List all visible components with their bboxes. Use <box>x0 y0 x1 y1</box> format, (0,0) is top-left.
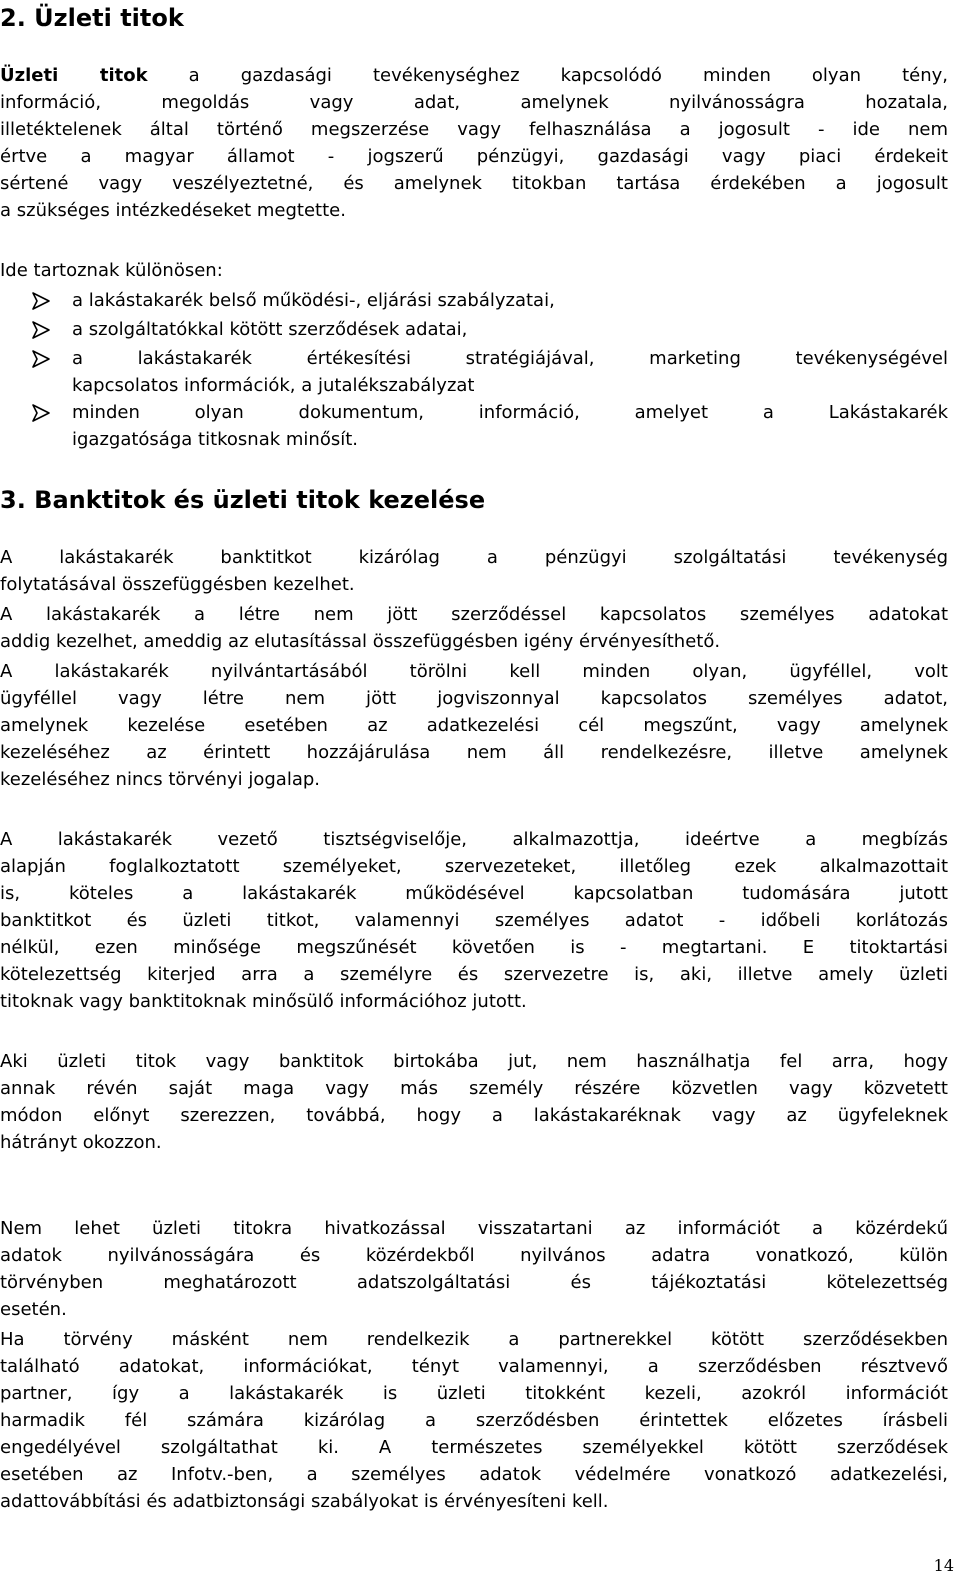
section-2-heading: 2. Üzleti titok <box>0 4 184 32</box>
arrow-bullet-icon <box>30 319 52 341</box>
text-line: kezeléséhez nincs törvényi jogalap. <box>0 769 321 790</box>
text-line: ügyféllel vagy létre nem jött jogviszonnyal kapcsolatos személyes adatot, <box>0 688 948 709</box>
text-line: található adatokat, információkat, tényt valamennyi, a szerződésben résztvevő <box>0 1356 948 1377</box>
list-item: a lakástakarék értékesítési stratégiájával, marketing tevékenységével <box>72 348 948 369</box>
text-line: A lakástakarék a létre nem jött szerződéssel kapcsolatos személyes adatokat <box>0 604 948 625</box>
text-line: a szükséges intézkedéseket megtette. <box>0 200 346 221</box>
section-3-heading: 3. Banktitok és üzleti titok kezelése <box>0 486 486 514</box>
arrow-bullet-icon <box>30 290 52 312</box>
text-line: is, köteles a lakástakarék működésével kapcsolatban tudomására jutott <box>0 883 948 904</box>
text-line: addig kezelhet, ameddig az elutasítással összefüggésben igény érvényesíthető. <box>0 631 721 652</box>
text-line: kötelezettség kiterjed arra a személyre és szervezetre is, aki, illetve amely üzleti <box>0 964 948 985</box>
text-line: esetén. <box>0 1299 67 1320</box>
list-item-continuation: kapcsolatos információk, a jutalékszabályzat <box>72 375 475 396</box>
text-line: adatok nyilvánosságára és közérdekből nyilvános adatra vonatkozó, külön <box>0 1245 948 1266</box>
arrow-bullet-icon <box>30 348 52 370</box>
text-line: törvényben meghatározott adatszolgáltatási és tájékoztatási kötelezettség <box>0 1272 948 1293</box>
text-line: banktitkot és üzleti titkot, valamennyi személyes adatot - időbeli korlátozás <box>0 910 948 931</box>
list-intro: Ide tartoznak különösen: <box>0 260 223 281</box>
text-line: Ha törvény másként nem rendelkezik a partnerekkel kötött szerződésekben <box>0 1329 948 1350</box>
text-line: alapján foglalkoztatott személyeket, szervezeteket, illetőleg ezek alkalmazottait <box>0 856 948 877</box>
text-line: partner, így a lakástakarék is üzleti titokként kezeli, azokról információt <box>0 1383 948 1404</box>
text-line: Üzleti titok a gazdasági tevékenységhez kapcsolódó minden olyan tény, <box>0 65 948 86</box>
text-line: illetéktelenek által történő megszerzése vagy felhasználása a jogosult - ide nem <box>0 119 948 140</box>
text-line: Nem lehet üzleti titokra hivatkozással visszatartani az információt a közérdekű <box>0 1218 948 1239</box>
text-line: titoknak vagy banktitoknak minősülő információhoz jutott. <box>0 991 527 1012</box>
text-line: értve a magyar államot - jogszerű pénzügyi, gazdasági vagy piaci érdekeit <box>0 146 948 167</box>
text-line: információ, megoldás vagy adat, amelynek nyilvánosságra hozatala, <box>0 92 948 113</box>
text-line: esetében az Infotv.-ben, a személyes adatok védelmére vonatkozó adatkezelési, <box>0 1464 948 1485</box>
list-item-continuation: igazgatósága titkosnak minősít. <box>72 429 359 450</box>
text-line: harmadik fél számára kizárólag a szerződésben érintettek előzetes írásbeli <box>0 1410 948 1431</box>
text-line: folytatásával összefüggésben kezelhet. <box>0 574 355 595</box>
text-line: engedélyével szolgáltathat ki. A természetes személyekkel kötött szerződések <box>0 1437 948 1458</box>
text-line: A lakástakarék vezető tisztségviselője, alkalmazottja, ideértve a megbízás <box>0 829 948 850</box>
text-line: nélkül, ezen minősége megszűnését követően is - megtartani. E titoktartási <box>0 937 948 958</box>
text-line: hátrányt okozzon. <box>0 1132 162 1153</box>
list-item: a lakástakarék belső működési-, eljárási szabályzatai, <box>72 290 555 311</box>
page-number: 14 <box>933 1556 954 1575</box>
list-item: a szolgáltatókkal kötött szerződések adatai, <box>72 319 468 340</box>
text-line: Aki üzleti titok vagy banktitok birtokába jut, nem használhatja fel arra, hogy <box>0 1051 948 1072</box>
arrow-bullet-icon <box>30 402 52 424</box>
text-line: kezeléséhez az érintett hozzájárulása nem áll rendelkezésre, illetve amelynek <box>0 742 948 763</box>
text-line: amelynek kezelése esetében az adatkezelési cél megszűnt, vagy amelynek <box>0 715 948 736</box>
text-line: adattovábbítási és adatbiztonsági szabályokat is érvényesíteni kell. <box>0 1491 609 1512</box>
defined-term: Üzleti titok <box>0 65 148 86</box>
text-line: A lakástakarék nyilvántartásából törölni kell minden olyan, ügyféllel, volt <box>0 661 948 682</box>
text-line: módon előnyt szerezzen, továbbá, hogy a lakástakaréknak vagy az ügyfeleknek <box>0 1105 948 1126</box>
text-line: annak révén saját maga vagy más személy részére közvetlen vagy közvetett <box>0 1078 948 1099</box>
text-line: sértené vagy veszélyeztetné, és amelynek titokban tartása érdekében a jogosult <box>0 173 948 194</box>
list-item: minden olyan dokumentum, információ, amelyet a Lakástakarék <box>72 402 948 423</box>
text-line: A lakástakarék banktitkot kizárólag a pénzügyi szolgáltatási tevékenység <box>0 547 948 568</box>
